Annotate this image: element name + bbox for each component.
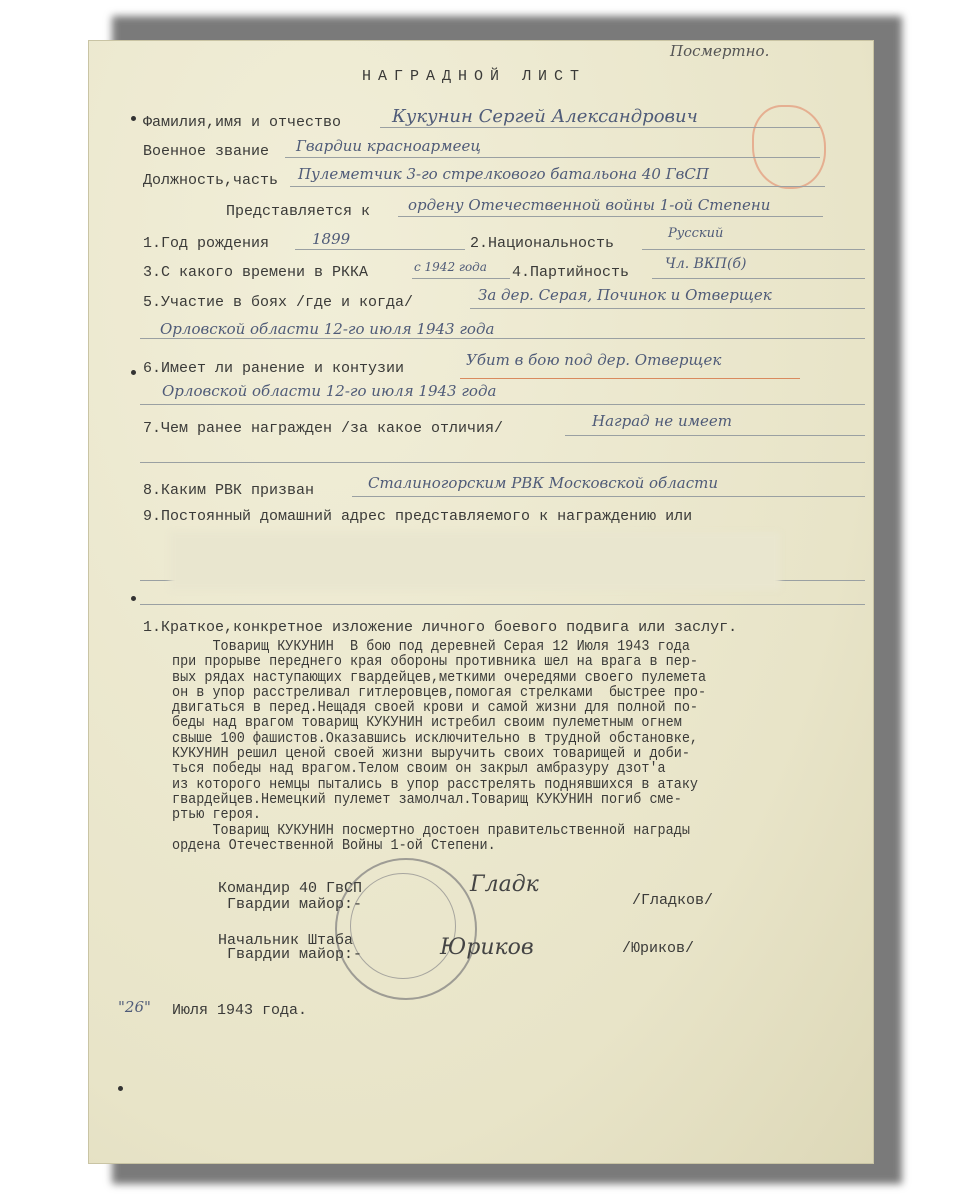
punch-hole bbox=[118, 1086, 123, 1091]
battles-value-1: За дер. Серая, Починок и Отверщек bbox=[478, 286, 772, 304]
body-line: гвардейцев.Немецкий пулемет замолчал.Товарищ КУКУНИН погиб сме- bbox=[172, 791, 682, 808]
body-line: Товарищ КУКУНИН посмертно достоен правительственной награды bbox=[172, 822, 690, 839]
rvk-label: 8.Каким РВК призван bbox=[143, 482, 315, 499]
chief-name: /Юриков/ bbox=[622, 940, 695, 957]
field-line bbox=[140, 338, 865, 339]
red-pencil-mark bbox=[752, 105, 826, 189]
fio-value: Кукунин Сергей Александрович bbox=[392, 106, 698, 127]
section-heading: 1.Краткое,конкретное изложение личного боевого подвига или заслуг. bbox=[143, 619, 738, 636]
punch-hole bbox=[131, 370, 136, 375]
chief-line2: Гвардии майор:- bbox=[218, 946, 363, 963]
battles-value-2: Орловской области 12-го июля 1943 года bbox=[160, 320, 495, 338]
wounds-value-2: Орловской области 12-го июля 1943 года bbox=[162, 382, 497, 400]
body-line: Товарищ КУКУНИН В бою под деревней Серая 12 Июля 1943 года bbox=[172, 639, 690, 655]
field-line bbox=[398, 216, 823, 217]
date-rest: Июля 1943 года. bbox=[172, 1002, 308, 1019]
date-day: "26" bbox=[118, 998, 151, 1016]
position-value: Пулеметчик 3-го стрелкового батальона 40 ГвСП bbox=[298, 165, 709, 183]
field-line bbox=[565, 435, 865, 436]
field-line bbox=[295, 249, 465, 250]
feat-description bbox=[172, 640, 706, 854]
awards-value: Наград не имеет bbox=[592, 412, 733, 430]
chief-signature: Юриков bbox=[440, 935, 534, 960]
punch-hole bbox=[131, 116, 136, 121]
chief-line1: Начальник Штаба bbox=[218, 932, 354, 949]
field-line bbox=[140, 604, 865, 605]
wounds-value-1: Убит в бою под дер. Отверщек bbox=[466, 351, 722, 369]
commander-name: /Гладков/ bbox=[632, 892, 714, 909]
party-value: Чл. ВКП(б) bbox=[665, 256, 747, 272]
document-title: НАГРАДНОЙ ЛИСТ bbox=[362, 68, 587, 85]
rank-label: Военное звание bbox=[143, 143, 270, 160]
body-line: он в упор расстреливал гитлеровцев,помогая стрелками быстрее про- bbox=[172, 684, 707, 701]
position-label: Должность,часть bbox=[143, 172, 279, 189]
wounds-label: 6.Имеет ли ранение и контузии bbox=[143, 360, 405, 377]
body-line: ртью героя. bbox=[172, 807, 262, 824]
body-line: беды над врагом товарищ КУКУНИН истребил своим пулеметным огнем bbox=[172, 715, 682, 732]
body-line: вых рядах наступающих гвардейцев,меткими очередями своего пулемета bbox=[172, 669, 707, 686]
field-line bbox=[290, 186, 825, 187]
red-underline bbox=[460, 378, 800, 379]
commander-line2: Гвардии майор:- bbox=[218, 896, 363, 913]
presented-label: Представляется к bbox=[226, 203, 371, 220]
body-line: КУКУНИН решил ценой своей жизни выручить своих товарищей и доби- bbox=[172, 746, 690, 763]
field-line bbox=[285, 157, 820, 158]
field-line bbox=[412, 278, 510, 279]
body-line: ться победы над врагом.Телом своим он закрыл амбразуру дзот'а bbox=[172, 761, 666, 778]
address-label: 9.Постоянный домашний адрес представляемого к награждению или bbox=[143, 508, 693, 525]
official-stamp-inner bbox=[350, 873, 456, 979]
field-line bbox=[380, 127, 820, 128]
field-line bbox=[652, 278, 865, 279]
rank-value: Гвардии красноармеец bbox=[296, 137, 481, 155]
nationality-value: Русский bbox=[668, 226, 724, 241]
redacted-area bbox=[170, 532, 780, 590]
nationality-label: 2.Национальность bbox=[470, 235, 615, 252]
field-line bbox=[140, 462, 865, 463]
commander-signature: Гладк bbox=[470, 872, 539, 897]
punch-hole bbox=[131, 596, 136, 601]
field-line bbox=[140, 404, 865, 405]
rkka-value: с 1942 года bbox=[414, 260, 487, 274]
party-label: 4.Партийность bbox=[512, 264, 630, 281]
awards-label: 7.Чем ранее награжден /за какое отличия/ bbox=[143, 420, 504, 437]
body-line: при прорыве переднего края обороны противника шел на врага в пер- bbox=[172, 654, 699, 671]
birth-value: 1899 bbox=[312, 230, 351, 248]
field-line bbox=[470, 308, 865, 309]
rvk-value: Сталиногорским РВК Московской области bbox=[368, 474, 718, 492]
field-line bbox=[642, 249, 865, 250]
presented-value: ордену Отечественной войны 1-ой Степени bbox=[408, 196, 771, 214]
commander-line1: Командир 40 ГвСП bbox=[218, 880, 363, 897]
field-line bbox=[352, 496, 865, 497]
rkka-label: 3.С какого времени в РККА bbox=[143, 264, 369, 281]
body-line: двигаться в перед.Нещадя своей крови и самой жизни для полной по- bbox=[172, 700, 699, 717]
body-line: ордена Отечественной Войны 1-ой Степени. bbox=[172, 837, 496, 854]
birth-label: 1.Год рождения bbox=[143, 235, 270, 252]
battles-label: 5.Участие в боях /где и когда/ bbox=[143, 294, 414, 311]
fio-label: Фамилия,имя и отчество bbox=[143, 114, 342, 131]
body-line: из которого немцы пытались в упор расстрелять поднявшихся в атаку bbox=[172, 776, 699, 793]
body-line: свыше 100 фашистов.Оказавшись исключительно в трудной обстановке, bbox=[172, 730, 699, 747]
posthumous-annotation: Посмертно. bbox=[670, 42, 770, 60]
